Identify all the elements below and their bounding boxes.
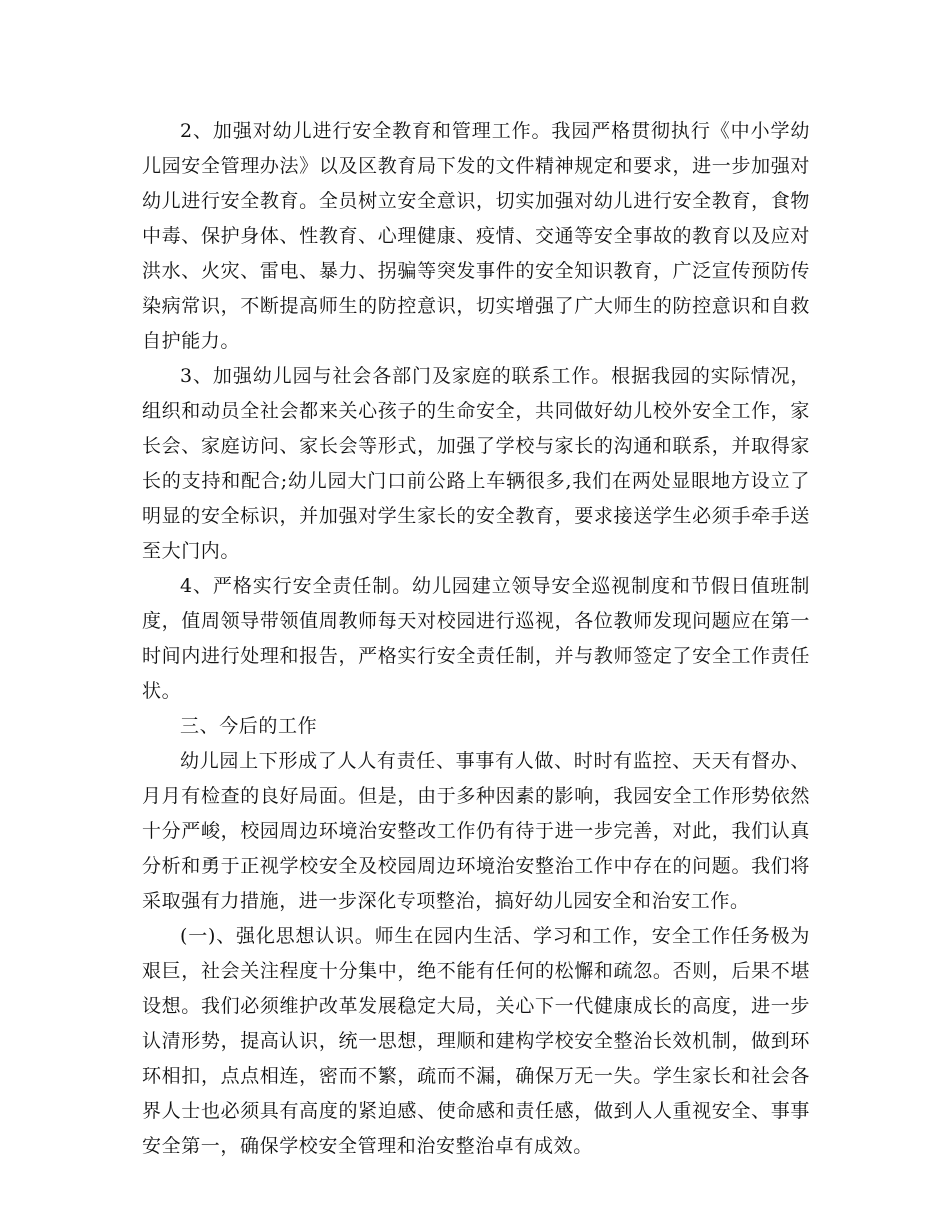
paragraph-strengthen-awareness: (一)、强化思想认识。师生在园内生活、学习和工作，安全工作任务极为艰巨，社会关注程度十分集中，绝不能有任何的松懈和疏忽。否则，后果不堪设想。我们必须维护改革发展稳定大局，关心下一代健康成长的高度，进一步认清形势，提高认识，统一思想，理顺和建构学校安全整治长效机制，做到环环相扣，点点相连，密而不繁，疏而不漏，确保万无一失。学生家长和社会各界人士也必须具有高度的紧迫感、使命感和责任感，做到人人重视安全、事事安全第一，确保学校安全管理和治安整治卓有成效。 — [142, 925, 810, 1157]
paragraph-responsibility-system: 4、严格实行安全责任制。幼儿园建立领导安全巡视制度和节假日值班制度，值周领导带领值周教师每天对校园进行巡视，各位教师发现问题应在第一时间内进行处理和报告，严格实行安全责任制，并与教师签定了安全工作责任状。 — [142, 575, 810, 702]
paragraph-safety-education: 2、加强对幼儿进行安全教育和管理工作。我园严格贯彻执行《中小学幼儿园安全管理办法》以及区教育局下发的文件精神规定和要求，进一步加强对幼儿进行安全教育。全员树立安全意识，切实加强对幼儿进行安全教育，食物中毒、保护身体、性教育、心理健康、疫情、交通等安全事故的教育以及应对洪水、火灾、雷电、暴力、拐骗等突发事件的安全知识教育，广泛宣传预防传染病常识，不断提高师生的防控意识，切实增强了广大师生的防控意识和自救自护能力。 — [142, 120, 810, 352]
paragraph-current-situation: 幼儿园上下形成了人人有责任、事事有人做、时时有监控、天天有督办、月月有检查的良好局面。但是，由于多种因素的影响，我园安全工作形势依然十分严峻，校园周边环境治安整改工作仍有待于进一步完善，对此，我们认真分析和勇于正视学校安全及校园周边环境治安整治工作中存在的问题。我们将采取强有力措施，进一步深化专项整治，搞好幼儿园安全和治安工作。 — [142, 750, 810, 912]
section-heading-future-work: 三、今后的工作 — [180, 715, 318, 737]
paragraph-family-liaison: 3、加强幼儿园与社会各部门及家庭的联系工作。根据我园的实际情况，组织和动员全社会都来关心孩子的生命安全，共同做好幼儿校外安全工作，家长会、家庭访问、家长会等形式，加强了学校与家长的沟通和联系，并取得家长的支持和配合;幼儿园大门口前公路上车辆很多,我们在两处显眼地方设立了明显的安全标识，并加强对学生家长的安全教育，要求接送学生必须手牵手送至大门内。 — [142, 365, 810, 562]
document-page — [142, 114, 810, 1164]
